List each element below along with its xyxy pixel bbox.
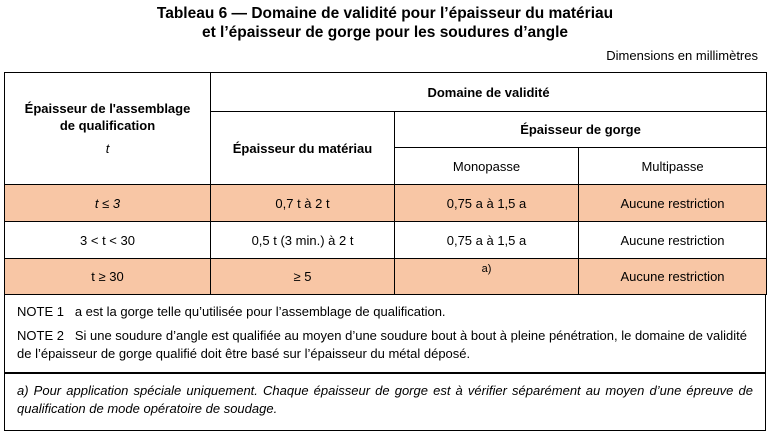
header-col1-symbol: t [105,141,110,156]
header-material-thickness: Épaisseur du matériau [211,112,395,185]
header-multi-pass: Multipasse [579,148,767,185]
cell-single-pass: 0,75 a à 1,5 a [395,185,579,222]
header-col1-line2: de qualification [59,118,156,133]
footnote-ref: a) [481,263,492,275]
cell-multi-pass: Aucune restriction [579,185,767,222]
note-1-label: NOTE 1 [17,304,64,319]
header-qualification-thickness [5,73,211,185]
cell-material: 0,5 t (3 min.) à 2 t [211,222,395,259]
header-throat-thickness: Épaisseur de gorge [395,112,767,148]
cell-material: ≥ 5 [211,259,395,295]
header-domain: Domaine de validité [211,73,767,112]
cell-thickness: t ≤ 3 [5,185,211,222]
footnote: a) Pour application spéciale uniquement. Chaque épaisseur de gorge est à vérifier séparément au moyen d’une épreuve de qualification de mode opératoire de soudage. [4,373,766,431]
cell-thickness: 3 < t < 30 [5,222,211,259]
table-title [0,4,770,42]
header-col1-line1: Épaisseur de l'assemblage [24,101,191,116]
note-2-label: NOTE 2 [17,328,64,343]
cell-single-pass [395,259,579,295]
note-2 [17,327,753,363]
table-row [5,222,767,259]
cell-multi-pass: Aucune restriction [579,259,767,295]
table-row [5,259,767,295]
cell-material: 0,7 t à 2 t [211,185,395,222]
note-1 [17,303,753,321]
notes-block [4,295,766,373]
note-1-text: a est la gorge telle qu’utilisée pour l’assemblage de qualification. [74,304,446,319]
dimensions-note: Dimensions en millimètres [606,48,758,63]
table-row [5,185,767,222]
validity-table [4,72,767,295]
title-line-1: Tableau 6 — Domaine de validité pour l’épaisseur du matériau [156,5,614,22]
title-line-2: et l’épaisseur de gorge pour les soudures d’angle [201,24,569,41]
cell-multi-pass: Aucune restriction [579,222,767,259]
note-2-text: Si une soudure d’angle est qualifiée au moyen d’une soudure bout à bout à pleine pénétration, le domaine de validité de l’épaisseur de gorge qualifié doit être basé sur l’épaisseur du métal déposé. [17,328,747,361]
cell-thickness: t ≥ 30 [5,259,211,295]
cell-single-pass: 0,75 a à 1,5 a [395,222,579,259]
header-single-pass: Monopasse [395,148,579,185]
